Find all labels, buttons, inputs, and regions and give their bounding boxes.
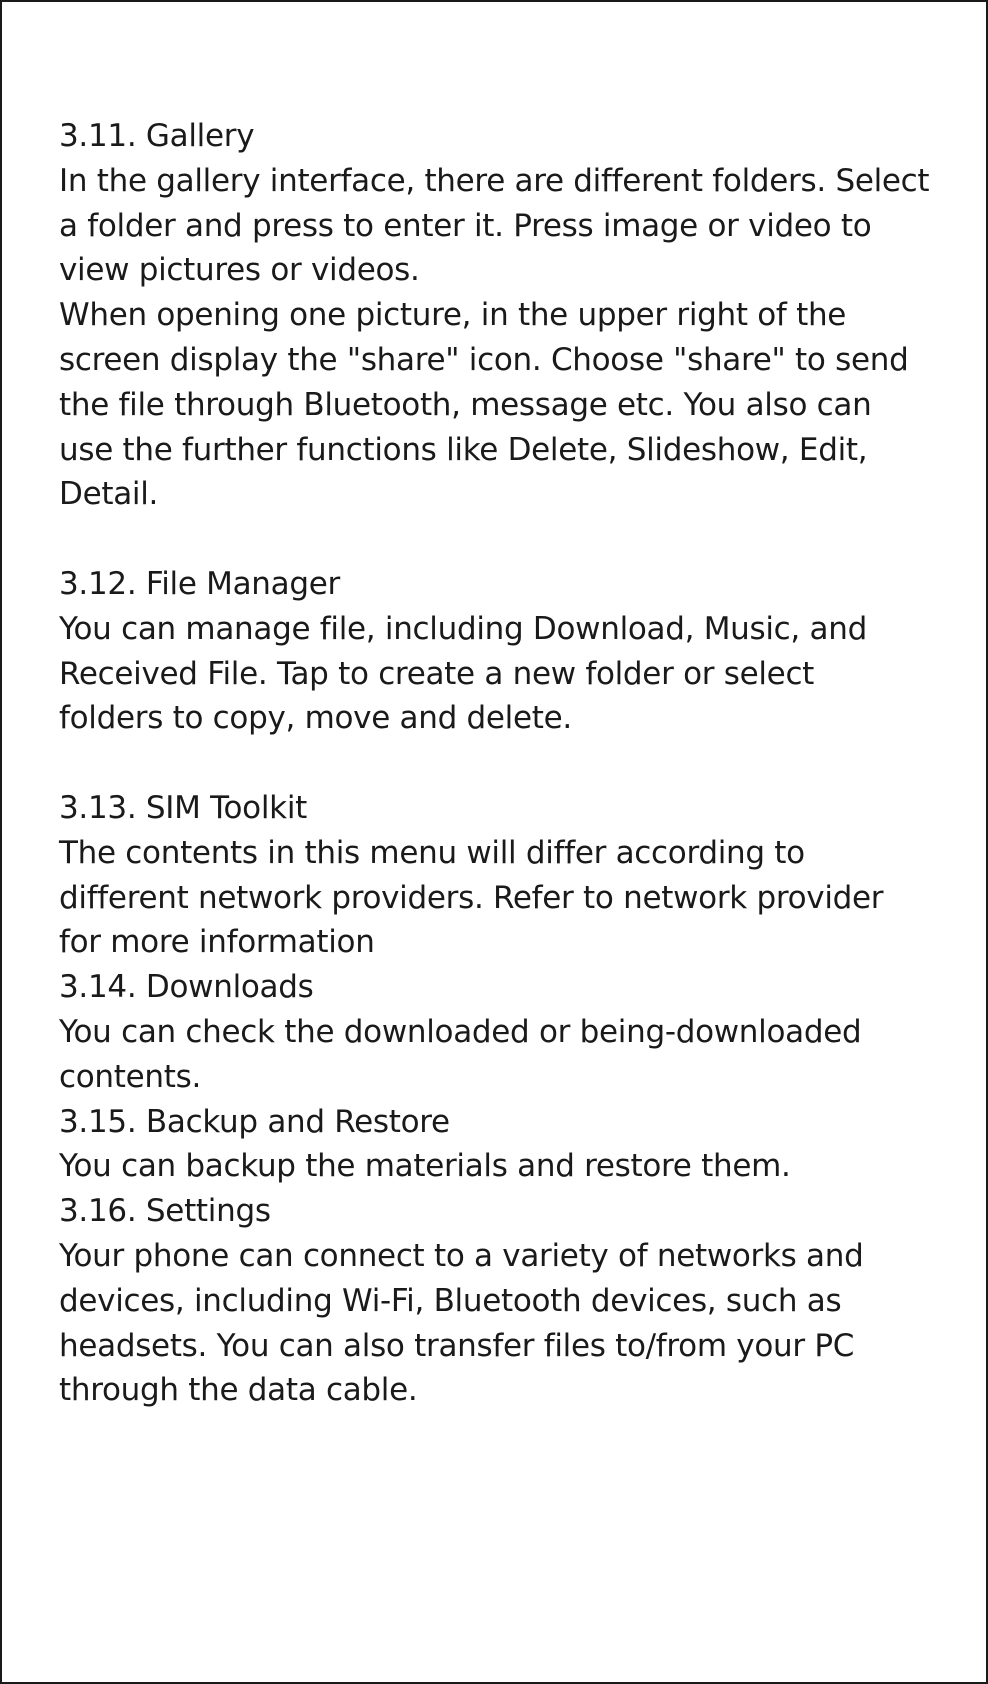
text-line: You can backup the materials and restore them. [59,1148,791,1185]
section-spacer [59,741,959,786]
text-line: the file through Bluetooth, message etc. You also can [59,386,872,423]
section-file-manager [59,562,959,741]
section-heading: 3.13. SIM Toolkit [59,789,307,826]
text-line: Received File. Tap to create a new folder or select [59,655,815,692]
text-line: use the further functions like Delete, Slideshow, Edit, [59,431,868,468]
section-downloads [59,965,959,1099]
text-line: When opening one picture, in the upper right of the [59,297,847,334]
section-spacer [59,517,959,562]
section-heading: 3.14. Downloads [59,969,314,1006]
text-line: devices, including Wi-Fi, Bluetooth devices, such as [59,1282,842,1319]
text-line: Detail. [59,476,159,513]
text-line: different network providers. Refer to network provider [59,879,884,916]
text-line: You can manage file, including Download, Music, and [59,610,867,647]
text-line: In the gallery interface, there are different folders. Select [59,162,930,199]
section-heading: 3.12. File Manager [59,565,340,602]
text-line: view pictures or videos. [59,252,420,289]
text-line: a folder and press to enter it. Press image or video to [59,207,872,244]
text-line: through the data cable. [59,1372,418,1409]
text-line: screen display the "share" icon. Choose "share" to send [59,341,909,378]
section-heading: 3.15. Backup and Restore [59,1103,450,1140]
text-line: Your phone can connect to a variety of networks and [59,1237,864,1274]
page-content [59,114,959,1413]
text-line: folders to copy, move and delete. [59,700,572,737]
text-line: The contents in this menu will differ according to [59,834,805,871]
text-line: for more information [59,924,375,961]
section-gallery [59,114,959,517]
section-settings [59,1189,959,1413]
text-line: headsets. You can also transfer files to/from your PC [59,1327,855,1364]
section-heading: 3.16. Settings [59,1193,271,1230]
section-heading: 3.11. Gallery [59,118,255,154]
text-line: You can check the downloaded or being-downloaded [59,1013,862,1050]
section-backup-restore [59,1100,959,1190]
section-sim-toolkit [59,786,959,965]
text-line: contents. [59,1058,201,1095]
